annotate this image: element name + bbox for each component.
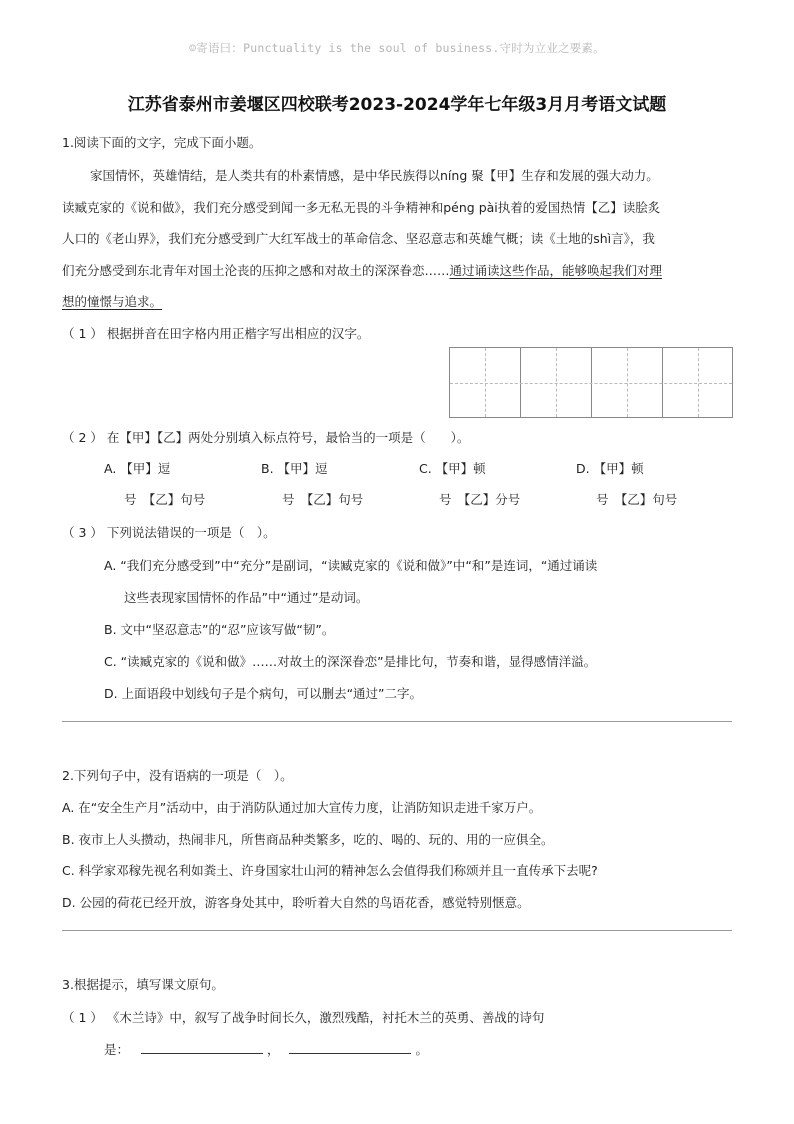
tian-zi-grid[interactable] bbox=[449, 347, 733, 418]
underlined-sentence-end: 想的憧憬与追求。 bbox=[62, 294, 163, 309]
q3-sub1: （ 1 ） 《木兰诗》中，叙写了战争时间长久，激烈残酷，衬托木兰的英勇、善战的诗句 bbox=[62, 1010, 545, 1025]
q1-sub2-option-b-cont: 号 【乙】句号 bbox=[282, 492, 364, 507]
underlined-sentence: 通过诵读这些作品，能够唤起我们对理 bbox=[449, 263, 663, 278]
q2-option-c[interactable]: C. 科学家邓稼先视名利如粪土、许身国家壮山河的精神怎么会值得我们称颂并且一直传承下去呢? bbox=[62, 863, 598, 878]
answer-separator: ， bbox=[266, 1042, 280, 1057]
q2-option-a[interactable]: A. 在“安全生产月”活动中，由于消防队通过加大宣传力度，让消防知识走进千家万户。 bbox=[62, 800, 542, 815]
q1-sub2-option-d[interactable]: D. 【甲】顿 bbox=[576, 461, 644, 476]
q1-sub3: （ 3 ） 下列说法错误的一项是（ ）。 bbox=[62, 525, 276, 540]
header-motto: ☺寄语曰：Punctuality is the soul of business.守时为立业之要素。 bbox=[189, 41, 605, 55]
q1-sub3-option-c[interactable]: C. “读臧克家的《说和做》……对故土的深深眷恋”是排比句，节奏和谐，显得感情洋溢。 bbox=[104, 654, 597, 669]
passage-line-4-text: 们充分感受到东北青年对国土沦丧的压抑之感和对故土的深深眷恋…… bbox=[62, 263, 450, 278]
answer-label: 是： bbox=[104, 1042, 130, 1057]
q1-heading: 1.阅读下面的文字，完成下面小题。 bbox=[62, 135, 262, 150]
q2-option-d[interactable]: D. 公园的荷花已经开放，游客身处其中，聆听着大自然的鸟语花香，感觉特别惬意。 bbox=[62, 895, 530, 910]
passage-line-1: 家国情怀，英雄情结，是人类共有的朴素情感，是中华民族得以níng 聚【甲】生存和发展的强大动力。 bbox=[90, 168, 659, 183]
q1-sub2-option-d-cont: 号 【乙】句号 bbox=[596, 492, 678, 507]
q1-sub2-option-a-cont: 号 【乙】句号 bbox=[124, 492, 206, 507]
q1-sub2-option-c-cont: 号 【乙】分号 bbox=[439, 492, 521, 507]
q1-sub2-option-a[interactable]: A. 【甲】逗 bbox=[104, 461, 171, 476]
q2-heading: 2.下列句子中，没有语病的一项是（ ）。 bbox=[62, 768, 293, 783]
q1-sub3-option-a[interactable]: A. “我们充分感受到”中“充分”是副词，“读臧克家的《说和做》”中“和”是连词，“通过诵读 bbox=[104, 558, 598, 573]
document-title: 江苏省泰州市姜堰区四校联考2023-2024学年七年级3月月考语文试题 bbox=[127, 95, 667, 115]
q2-option-b[interactable]: B. 夜市上人头攒动，热闹非凡，所售商品种类繁多，吃的、喝的、玩的、用的一应俱全。 bbox=[62, 832, 554, 847]
answer-end: 。 bbox=[415, 1042, 428, 1057]
q1-sub3-option-b[interactable]: B. 文中“坚忍意志”的“忍”应该写做“韧”。 bbox=[104, 622, 335, 637]
q3-sub1-answer-line bbox=[104, 1040, 428, 1058]
passage-line-4 bbox=[62, 261, 662, 279]
passage-line-3: 人口的《老山界》，我们充分感受到广大红军战士的革命信念、坚忍意志和英雄气概；读《土地的shì言》，我 bbox=[62, 231, 655, 246]
section-divider bbox=[62, 721, 732, 722]
q1-sub3-option-a-cont: 这些表现家国情怀的作品”中“通过”是动词。 bbox=[124, 590, 369, 605]
answer-blank-1[interactable] bbox=[141, 1041, 263, 1054]
q1-sub2: （ 2 ） 在【甲】【乙】两处分别填入标点符号，最恰当的一项是（ ）。 bbox=[62, 430, 470, 445]
q1-sub3-option-d[interactable]: D. 上面语段中划线句子是个病句，可以删去“通过”二字。 bbox=[104, 686, 423, 701]
answer-blank-2[interactable] bbox=[289, 1041, 411, 1054]
q1-sub2-option-c[interactable]: C. 【甲】顿 bbox=[419, 461, 486, 476]
q1-sub1: （ 1 ） 根据拼音在田字格内用正楷字写出相应的汉字。 bbox=[62, 326, 370, 341]
section-divider bbox=[62, 930, 732, 931]
q3-heading: 3.根据提示，填写课文原句。 bbox=[62, 977, 224, 992]
passage-line-2: 读臧克家的《说和做》，我们充分感受到闻一多无私无畏的斗争精神和péng pài执着的爱国热情【乙】读脍炙 bbox=[62, 200, 661, 215]
q1-sub2-option-b[interactable]: B. 【甲】逗 bbox=[261, 461, 328, 476]
